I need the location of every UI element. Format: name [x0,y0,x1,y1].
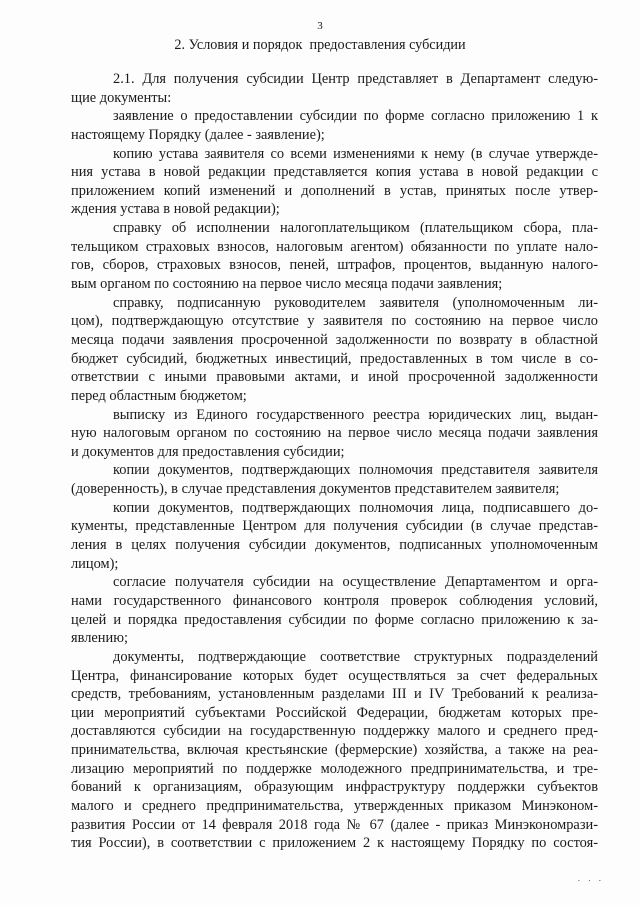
text-line: ния устава в новой редакции представляется копия устава в новой редакции с [71,164,598,181]
text-line: заявление о предоставлении субсидии по форме согласно приложению 1 к [113,108,598,125]
text-line: и документов для предоставления субсидии; [71,443,345,460]
text-line: 2.1. Для получения субсидии Центр представляет в Департамент следую- [113,71,598,87]
text-line: справку об исполнении налогоплательщиком (плательщиком сбора, пла- [113,220,598,237]
text-line: документы, подтверждающие соответствие структурных подразделений [113,648,598,665]
text-line: месяца подачи заявления просроченной задолженности по возврату в областной [71,331,598,348]
page-number: 3 [317,20,323,32]
text-line: выписку из Единого государственного реестра юридических лиц, выдан- [113,406,598,423]
section-heading: 2. Условия и порядок предоставления субсидии [174,37,466,53]
text-line: ждения устава в новой редакции); [71,201,280,218]
text-line: бований к организациям, образующим инфраструктуру поддержки субъектов [71,779,598,796]
text-line: бюджет субсидий, бюджетных инвестиций, предоставленных в том числе в со- [71,350,598,367]
text-line: малого и среднего предпринимательства, утвержденных приказом Минэконом- [71,797,598,814]
text-line: гов, сборов, страховых взносов, пеней, штрафов, процентов, выданную налого- [71,257,598,274]
text-line: настоящему Порядку (далее - заявление); [71,126,325,143]
text-line: копии документов, подтверждающих полномочия представителя заявителя [113,462,598,479]
text-line: копии документов, подтверждающих полномочия лица, подписавшего до- [113,499,598,516]
text-line: вым органом по состоянию на первое число месяца подачи заявления; [71,276,503,293]
text-line: согласие получателя субсидии на осуществление Департаментом и орга- [113,574,598,591]
text-line: лицом); [71,555,119,572]
text-line: копию устава заявителя со всеми изменениями к нему (в случае утвержде- [113,145,598,162]
text-line: тия России), в соответствии с приложением 2 к настоящему Порядку по состоя- [71,835,598,852]
scan-marks: . . . [577,873,604,883]
text-line: явлению; [71,630,128,647]
text-line: приложением копий изменений и дополнений в устав, принятых после утвер- [71,182,598,199]
text-line: щие документы: [71,89,172,106]
text-line: кументы, представленные Центром для получения субсидии (в случае представ- [71,518,598,535]
text-line: принимательства, включая крестьянские (фермерские) хозяйства, а также на реа- [71,742,598,759]
text-line: Центра, финансирование которых будет осуществляться за счет федеральных [71,667,598,684]
text-line: развития России от 14 февраля 2018 года № 67 (далее - приказ Минэкономрази- [71,816,598,833]
text-line: нами государственного финансового контроля проверок соблюдения условий, [71,592,598,609]
text-line: целей и порядка предоставления субсидии по форме согласно приложению к за- [71,611,598,628]
text-line: ную налоговым органом по состоянию на первое число месяца подачи заявления [71,425,598,442]
text-line: (доверенность), в случае представления документов представителем заявителя; [71,481,560,498]
text-line: справку, подписанную руководителем заявителя (уполномоченным ли- [113,294,598,311]
text-line: ления в целях получения субсидии документов, подписанных уполномоченным [71,537,598,554]
text-line: ответствии с иными правовыми актами, и иной просроченной задолженности [71,369,598,386]
text-line: ции мероприятий субъектами Российской Федерации, бюджетам которых пре- [71,704,598,721]
text-line: цом), подтверждающую отсутствие у заявителя по состоянию на первое число [71,313,598,330]
document-body [71,70,598,853]
text-line: перед областным бюджетом; [71,387,247,404]
text-line: тельщиком страховых взносов, налоговым агентом) обязанности по уплате нало- [71,238,598,255]
text-line: лизацию мероприятий по поддержке молодежного предпринимательства, и тре- [71,760,598,777]
text-line: доставляются субсидии на государственную поддержку малого и среднего пред- [71,723,598,740]
text-line: средств, требованиям, установленным разделами III и IV Требований к реализа- [71,686,598,703]
